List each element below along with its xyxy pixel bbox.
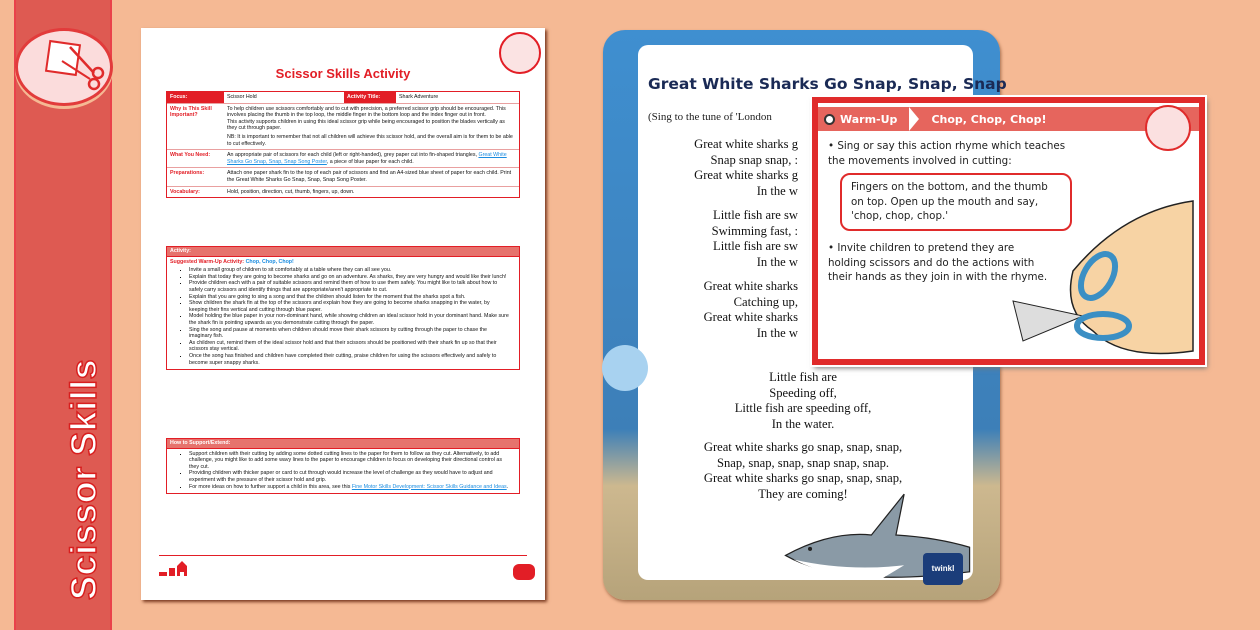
song-poster-link[interactable]: Great White Sharks Go Snap, Snap, Snap Song Poster: [227, 152, 507, 165]
bullet-1-text: Sing or say this action rhyme which teaches the movements involved in cutting:: [828, 140, 1066, 167]
twinkl-logo: twinkl: [923, 553, 963, 585]
card-bullet-1: • Sing or say this action rhyme which teaches the movements involved in cutting:: [828, 140, 1066, 167]
card-bullet-2: • Invite children to pretend they are holding scissors and do the actions with their hands as they join in with the rhyme.: [828, 242, 1048, 283]
scissors-hand-icon: [602, 345, 648, 391]
vocab-label: Vocabulary:: [170, 188, 200, 195]
lyric-line: In the w: [756, 325, 798, 340]
scissor-skills-badge: [15, 28, 113, 106]
why-note: NB: It is important to remember that not all children will achieve this scissor hold, and the overall aim is for them to be able to cut effectively.: [227, 133, 513, 147]
bullet-2-text: Invite children to pretend they are holding scissors and do the actions with their hands as they join in with the rhyme.: [828, 242, 1048, 283]
verse-4: [638, 370, 968, 432]
list-item: ▪ Show children the shark fin at the top of the scissors and explain how they are going to become sharks snapping in the water, by keeping their fins vertical and cutting through blue paper.: [189, 300, 509, 313]
lyric-line: Snap, snap, snap, snap snap, snap.: [716, 455, 890, 470]
lyric-line: Little fish are: [769, 370, 837, 384]
support-list: [167, 449, 519, 494]
lyric-line: Great white sharks go snap, snap, snap,: [703, 471, 903, 485]
table-row: [167, 150, 519, 168]
scissor-skills-badge-icon: [1145, 105, 1191, 151]
focus-label: Focus:: [167, 92, 224, 103]
card-header: [818, 107, 1199, 131]
activity-list: [167, 265, 519, 369]
lyric-line: Speeding off,: [769, 385, 837, 400]
need-label: What You Need:: [170, 152, 211, 159]
list-item: ▪ Model holding the blue paper in your non-dominant hand, while showing children an ideal scissor hold in your dominant hand. Make sure the shark fin is pointing upwards as you demonstrate cutting through the paper.: [189, 313, 509, 326]
why-label: Why is This Skill Important?: [170, 105, 212, 119]
lyric-line: Great white sharks go snap, snap, snap,: [703, 440, 903, 454]
twinkl-quality-badge-icon: [513, 564, 535, 580]
list-item: ▪ Explain that you are going to sing a song and that the children should listen for the moment that the sharks spot a fish.: [189, 294, 509, 301]
support-text: For more ideas on how to further support a child in this area, see this: [189, 483, 352, 490]
vocab-text: Hold, position, direction, cut, thumb, fingers, up, down.: [227, 188, 355, 195]
lyric-line: In the w: [756, 183, 798, 198]
activity-section: [166, 246, 520, 370]
warmup-card: [812, 97, 1205, 365]
support-text-end: .: [506, 483, 509, 490]
lyric-line: Little fish are sw: [713, 208, 798, 222]
verse-3: [638, 279, 798, 341]
list-item: ▪ Providing children with thicker paper or card to cut through would increase the level of challenge as they would have to adjust and experiment with the pressure of their scissor hold and grip.: [189, 470, 509, 483]
support-section: [166, 438, 520, 494]
chevron-right-icon: [909, 107, 919, 131]
activity-title-label: Activity Title:: [344, 92, 396, 103]
document-title: Scissor Skills Activity: [275, 66, 411, 81]
lyric-line: Great white sharks g: [694, 168, 798, 182]
focus-value: Scissor Hold: [227, 94, 257, 100]
list-item: [189, 484, 509, 491]
lyric-line: Great white sharks g: [694, 137, 798, 151]
list-item: ▪ As children cut, remind them of the ideal scissor hold and that their scissors should be positioned with their shark fin up so that their scissors stay vertical.: [189, 340, 509, 353]
activity-header: Activity:: [167, 247, 519, 257]
activity-title-value: Shark Adventure: [399, 94, 439, 100]
list-item: ▪ Support children with their cutting by adding some dotted cutting lines to the paper for them to follow as they cut. Alternatively, to add challenge, you might like to add some wavy lines to the paper to encourage children to focus on developing their directional control as they cut.: [189, 451, 509, 471]
circle-icon: [824, 114, 835, 125]
rhyme-quote: Fingers on the bottom, and the thumb on top. Open up the mouth and say, 'chop, chop, chop.': [840, 173, 1072, 231]
castle-logo-icon: [159, 560, 189, 578]
lyric-line: Snap snap snap, :: [710, 152, 798, 167]
warmup-label: Suggested Warm-Up Activity:: [170, 258, 245, 265]
overview-table: [166, 91, 520, 198]
lyric-line: Catching up,: [733, 294, 798, 309]
warmup-link[interactable]: Chop, Chop, Chop!: [245, 258, 294, 265]
fine-motor-link[interactable]: Fine Motor Skills Development: Scissor Skills Guidance and Ideas: [351, 483, 507, 490]
verse-1: [638, 137, 798, 199]
verse-2: [638, 208, 798, 270]
need-text-end: , a piece of blue paper for each child.: [326, 158, 414, 165]
lyric-line: Great white sharks: [703, 279, 798, 293]
scissors-paper-icon: [18, 31, 110, 103]
banner-title: Scissor Skills: [63, 358, 104, 600]
card-tag: Warm-Up: [840, 112, 898, 126]
card-title: Chop, Chop, Chop!: [931, 112, 1047, 126]
prep-label: Preparations:: [170, 170, 205, 177]
support-header: How to Support/Extend:: [167, 439, 519, 449]
poster-subtitle: (Sing to the tune of 'London: [648, 111, 772, 123]
table-row: [167, 104, 519, 151]
lyric-line: In the water.: [771, 416, 835, 431]
activity-document: [141, 28, 545, 600]
list-item: ▪ Explain that today they are going to become sharks and go on an adventure. As sharks, they are very hungry and would like their lunch!: [189, 274, 509, 281]
lyric-line: They are coming!: [758, 486, 848, 501]
prep-text: Attach one paper shark fin to the top of each pair of scissors and find an A4-sized blue sheet of paper for each child. Print the Great White Sharks Go Snap, Snap, Snap Song Poster.: [227, 170, 512, 183]
list-item: ▪ Invite a small group of children to sit comfortably at a table where they can all see you.: [189, 267, 509, 274]
footer-divider: [159, 555, 527, 556]
why-text-2: This activity supports children in using this ideal scissor grip while being encouraged to position the blades vertically as they cut through paper.: [227, 118, 505, 132]
lyric-line: In the w: [756, 254, 798, 269]
lyric-line: Little fish are sw: [713, 239, 798, 253]
list-item: ▪ Once the song has finished and children have completed their cutting, praise children for using the scissors effectively and safely to become super snappy sharks.: [189, 353, 509, 366]
hand-with-scissors-illustration: [1003, 191, 1203, 361]
list-item: ▪ Provide children each with a pair of suitable scissors and remind them of how to use them safely. You might like to talk about how to safely carry scissors and identify things that are appropriate/aren't appropriate to cut.: [189, 280, 509, 293]
table-row: [167, 187, 519, 198]
list-item: ▪ Sing the song and pause at moments when children should move their shark scissors by cutting through the paper to chase the imaginary fish.: [189, 327, 509, 340]
table-row: [167, 92, 519, 104]
poster-title: Great White Sharks Go Snap, Snap, Snap: [648, 75, 1007, 93]
why-text: To help children use scissors comfortably and to cut with precision, a preferred scissor grip should be encouraged. This involves placing the thumb in the top loop, the middle finger in the bottom loop and the index finger out in front.: [227, 105, 506, 119]
lyric-line: Little fish are speeding off,: [734, 401, 872, 415]
need-text: An appropriate pair of scissors for each child (left or right-handed), grey paper cut into fin-shaped triangles,: [227, 152, 479, 159]
lyric-line: Great white sharks: [703, 310, 798, 324]
table-row: [167, 168, 519, 186]
lyric-line: Swimming fast, :: [711, 223, 798, 238]
